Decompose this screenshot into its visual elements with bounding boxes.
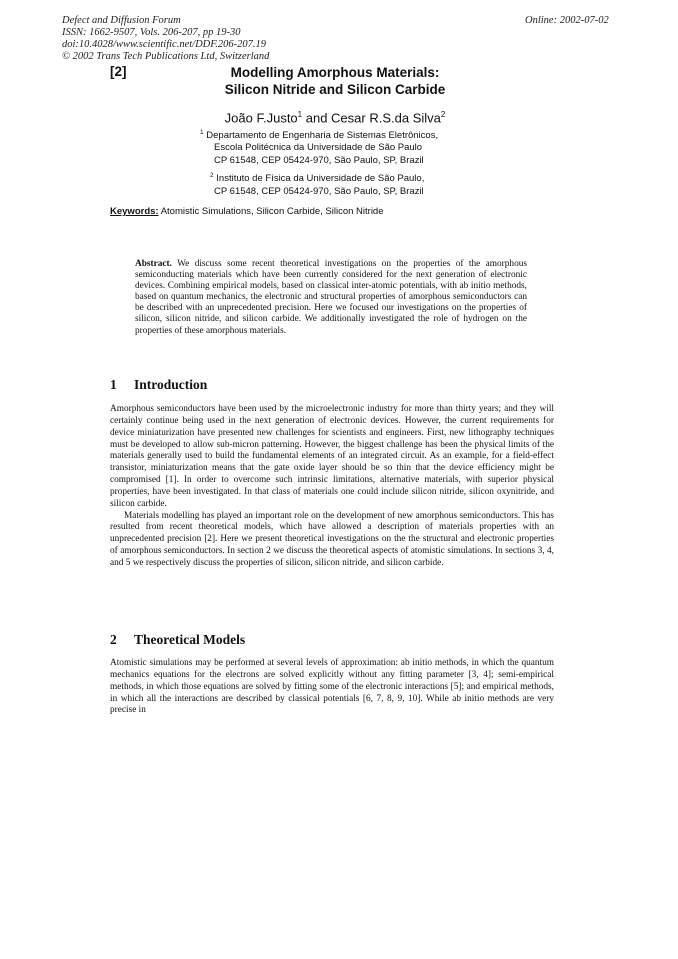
author-2: Cesar R.S.da Silva <box>331 110 441 126</box>
paragraph: Atomistic simulations may be performed at several levels of approximation: ab initio methods, in which the quantum mechanics equations for the electrons are solved explicitly without any fitting parameter [3, 4]; semi-empirical methods, in which those equations are solved by fitting some of the electronic interactions [5]; and empirical methods, in which all the interactions are described by classical potentials [6, 7, 8, 9, 10]. While ab initio methods are very precise in <box>110 658 554 716</box>
author-1: João F.Justo <box>224 110 298 126</box>
affiliation-line: CP 61548, CEP 05424-970, São Paulo, SP, Brazil <box>214 185 424 197</box>
keywords-label: Keywords: <box>110 206 159 217</box>
section-body-theoretical-models <box>110 658 554 717</box>
authors-conjunction: and <box>302 110 332 126</box>
reference-number: [2] <box>110 64 127 79</box>
section-number: 1 <box>110 377 117 392</box>
journal-doi[interactable]: doi:10.4028/www.scientific.net/DDF.206-207.19 <box>62 39 267 50</box>
affiliation-line: CP 61548, CEP 05424-970, São Paulo, SP, Brazil <box>214 154 424 166</box>
abstract <box>135 259 527 337</box>
affiliation-line: $^1$ Departamento de Engenharia de Sistemas Eletrônicos, <box>200 129 439 142</box>
section-heading-introduction <box>110 377 207 393</box>
section-title: Introduction <box>134 377 208 392</box>
paper-title-line-2: Silicon Nitride and Silicon Carbide <box>224 82 446 97</box>
journal-issn: ISSN: 1662-9507, Vols. 206-207, pp 19-30 <box>62 27 241 38</box>
author-1-affiliation-mark: 1 <box>297 110 303 119</box>
affiliation-1-mark: 1 <box>200 129 204 136</box>
affiliations <box>200 127 438 198</box>
online-date: Online: 2002-07-02 <box>525 15 609 26</box>
journal-header <box>62 15 269 63</box>
affiliation-1 <box>200 127 438 167</box>
keywords-list: Atomistic Simulations, Silicon Carbide, Silicon Nitride <box>158 206 384 217</box>
abstract-label: Abstract. <box>135 259 172 269</box>
keywords <box>110 206 384 217</box>
section-heading-theoretical-models <box>110 632 245 648</box>
affiliation-2 <box>200 170 438 198</box>
paper-title-line-1: Modelling Amorphous Materials: <box>230 65 440 80</box>
section-number: 2 <box>110 632 117 647</box>
journal-name: Defect and Diffusion Forum <box>62 15 181 26</box>
affiliation-2-mark: 2 <box>210 172 214 180</box>
section-body-introduction <box>110 404 554 570</box>
author-2-affiliation-mark: 2 <box>440 110 446 119</box>
abstract-text: We discuss some recent theoretical investigations on the properties of the amorphous semiconducting materials which have been currently considered for the next generation of electronic devices. Combining empirical models, based on classical inter-atomic potentials, with ab initio methods, based on quantum mechanics, the electronic and structural properties of amorphous semiconductors can be described with an unprecedented precision. Here we focused our investigations on the properties of silicon, silicon nitride, and silicon carbide. We additionally investigated the role of hydrogen on the properties of these amorphous materials. <box>135 259 527 336</box>
paragraph: Materials modelling has played an important role on the development of new amorphous semiconductors. This has resulted from recent theoretical models, which have allowed a description of materials properties with an unprecedented precision [2]. Here we present theoretical investigations on the the structural and electronic properties of amorphous semiconductors. In section 2 we discuss the theoretical aspects of atomistic simulations. In sections 3, 4, and 5 we respectively discuss the properties of silicon, silicon nitride, and silicon carbide. <box>110 510 554 568</box>
authors <box>200 110 470 125</box>
affiliation-line: Escola Politécnica da Universidade de São Paulo <box>214 142 423 154</box>
affiliation-line: $^2$ Instituto de Física da Universidade de São Paulo, <box>210 172 425 185</box>
section-title: Theoretical Models <box>134 632 246 647</box>
journal-copyright: © 2002 Trans Tech Publications Ltd, Switzerland <box>62 51 270 62</box>
paper-title <box>200 64 470 98</box>
paragraph: Amorphous semiconductors have been used by the microelectronic industry for more than thirty years; and they will certainly continue being used in the next generation of electronic devices. However, the current requirements for device miniaturization have presented new challenges for scientists and engineers. First, new lithography techniques must be developed to allow sub-micron patterning. However, the biggest challenge has been the physical limits of the materials generally used to build the fundamental elements of an integrated circuit. As an example, for a field-effect transistor, miniaturization means that the gate oxide layer should be so thin that the device efficiency might be compromised [1]. In order to overcome such intrinsic limitations, alternative materials, with superior physical properties, have been investigated. In that class of materials one could include silicon nitride, silicon oxynitride, and silicon carbide. <box>110 404 554 509</box>
